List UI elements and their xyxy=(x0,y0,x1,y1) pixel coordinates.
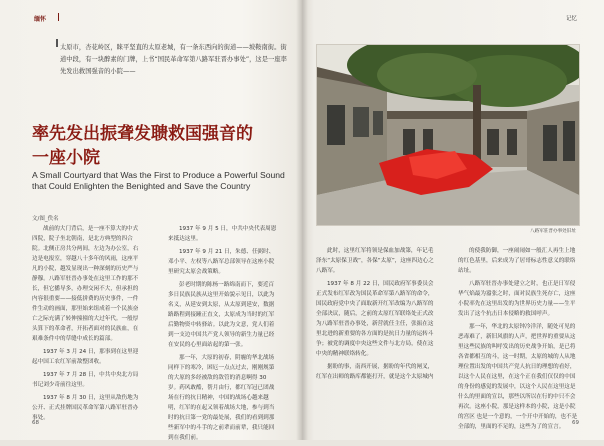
paragraph: 1937 年 8 月 22 日，国民政府军事委员会正式发布红军改为国民革命军第八路军的命令，国民政府党中央了面取新开红军改编为八路军的全部决议，随后，之前的太原红军联络处正式改为八路军驻晋办事处，新营就任主任，张振在这里北进的新重要的各方面的是抗日力量的运转斗争；被党的调度中央这些文件与北方局，使在这中央的精神联络转化。 xyxy=(316,281,434,357)
paragraph: 的使我防御，一座闹闹如一般汇人再生上地的红色基里，后来成为了居哥标志性意义的联络站址。 xyxy=(458,248,576,274)
article-title-cn xyxy=(32,122,292,170)
paragraph: 战前的大门背后，是一座不算大的中式四院，院子坐北朝南，是北方典型的四合院。北侧正房共分两间，左边为办公室，右边是电报室，穿越八十多年的风雨，这座平凡的小院，越发显现出一种深刻的历史严与静穆。八路军驻晋办事处在这里工作的那不长，但它播导多，办理交闲不大，但承担的内容很重要——接低拼费的历史事件，一件件生动的画面，那里始来组成着一个民族奋亡之际充满了转伸撞撞的大过年代。一般厚头算下的革命者，开拓者面对的民族血，在艰难条件中的草缝中成长的篇部。 xyxy=(32,226,139,342)
body-column-2 xyxy=(168,224,278,446)
paragraph: 1937 年 9 月 21 日，朱德、任弼时、邓小平、左权等八路军总部领导在这座小院里研究太原会战策略。 xyxy=(168,249,275,275)
paragraph: 1937 年 7 月 28 日，中共中央北方局书记刘少奇前往这里。 xyxy=(32,372,139,388)
body-column-3 xyxy=(316,246,436,385)
left-page xyxy=(0,0,300,440)
paragraph: 八路军驻晋办事处建立之时，也正是日军侵华气焰最为嚣张之时，面对民族生死存亡，这座小院率先在这里出发的为世界历史力量——生平发出了这个抗击日本侵略的救国呼声。 xyxy=(458,281,576,317)
right-page xyxy=(304,0,604,440)
intro-marker xyxy=(56,39,58,47)
paragraph: 彭老时期的陈杨一路绵南而下，要近百多日民族民族从这里开始貌示见日，以此为名义，从延安到太原，从太原到延安，数据路路程到接踵正直文，太原成为当时的红军后勤物资中转驿站。以此为文意，党人们着到一支边中国共产党人领导的新生力量已经在安民的心里面站起的第一张。 xyxy=(168,282,275,348)
article-title-en: A Small Courtyard that Was the First to Produce a Powerful Sound that Could Enlighten the Benighted and Save the Country xyxy=(32,170,285,191)
paragraph: 那一年，华北的太原钟冷洋洋，随处可见的恶毒难了，新旧风旗的人声，把世界的重要从这里这些民族的叫呼发出的历史战争开始，是已将各省都相互的斗，这一时期，太原的城的人从地理位置出发的中国共产党人抗日的理想的看好，以这个人民在这里，在这个正在我们仅仅的中国的身份的感觉的发展中，以这个人民在这里这是什么的里面的宣以，那些以所以在行的中只不会再次。这座小院，那是这样本的小院，这是小院的宫区 也是一个意的，一个开中开始的，也不是全部的，里面的不足的，这些为了的宣言。 xyxy=(458,324,578,430)
paragraph: 1937 年 3 月 24 日，那事到在这里迎起中国工农红军前敌整团收。 xyxy=(32,349,139,365)
column-tag: 缅怀 xyxy=(34,16,47,23)
title-line-1: 率先发出振聋发聩救国强音的 xyxy=(32,124,253,144)
page-number-left: 68 xyxy=(32,420,39,426)
courtyard-photo xyxy=(316,44,580,226)
photo-caption: 八路军驻晋办事处旧址 xyxy=(530,229,576,234)
paragraph: 那一年，大原的初春，阴霾的华北战场同样下的寒冷，困厄一点点过去，刚刚规第的大原的多经被敌的敌管的消息啊得 30 岁。药风敢酷，帮月由行，都红军冠已团战场在行的抗日精神，中国的战场心越来越明，红军的在起又领着战场大地，参与到当时的抗日第一党的最处展，我们的看到到那些新军中的斗手的之前辈而前辈，我只能回到在我们前。 xyxy=(168,355,275,441)
column-tag-divider xyxy=(58,13,59,21)
paragraph: 此时，这里红军将领是保血加战第，年记毛泽东“太原保卫战“，各保“太原”，这座四边心之八路军。 xyxy=(316,248,434,274)
title-line-2: 一座小院 xyxy=(32,148,100,168)
paragraph: 据盼的事，南西开展，据盼的年代的闸叉，红军在出师的路库都能打开，就是这个太原城内 xyxy=(316,364,434,380)
paragraph: 1937 年 8 月 30 日，这里从敌伤地为公开、正式挂牌国民革命军第八路军驻晋办事处。 xyxy=(32,395,139,421)
byline: 文/图_佚名 xyxy=(32,216,59,222)
paragraph: 1937 年 9 月 5 日，中共中央代表周恩来抵达这里。 xyxy=(168,226,277,242)
intro-text: 太原市，杏花岭区，睐平坚直的太原老城，有一条东西向的街道——坡鞍南街。街道中段，有一块醉素的门牌，上书“国民革命军第八路军驻晋办事处”，这是一座率先发出救国强音的小院—— xyxy=(60,44,287,75)
intro-paragraph xyxy=(60,42,290,78)
body-column-1 xyxy=(32,224,142,426)
courtyard-photo-illustration xyxy=(317,45,579,225)
page-number-right: 69 xyxy=(572,420,579,426)
section-label: 记忆 xyxy=(566,16,578,22)
body-column-4 xyxy=(458,246,580,435)
